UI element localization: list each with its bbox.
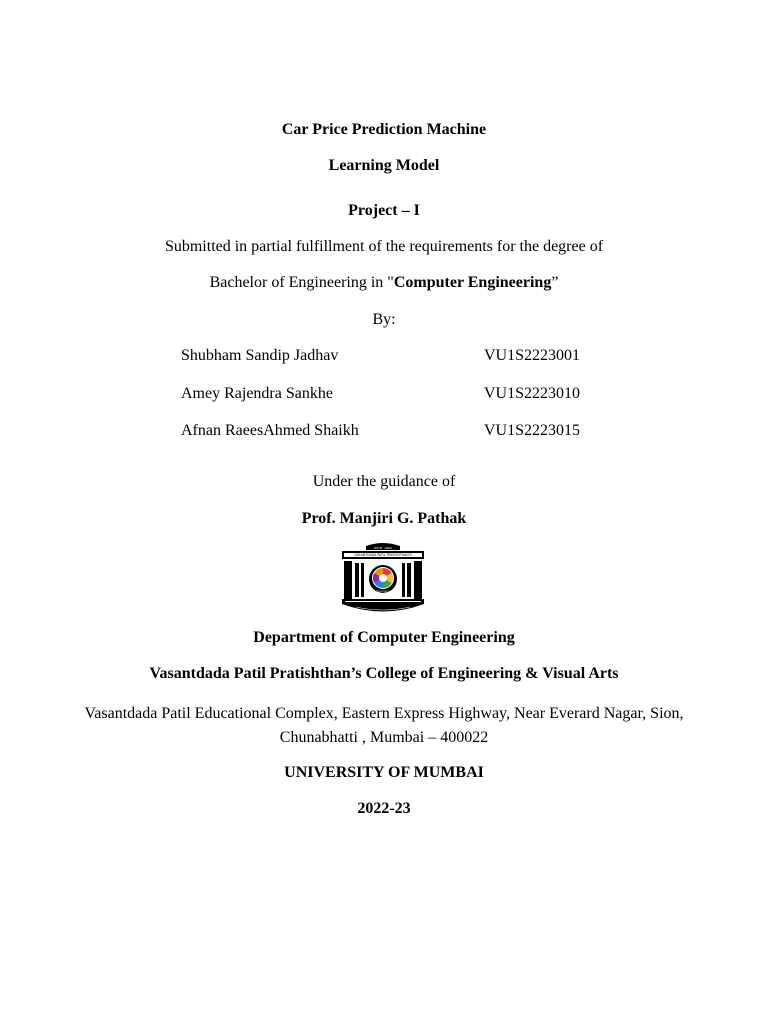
academic-year: 2022-23 <box>357 800 411 817</box>
university-name: UNIVERSITY OF MUMBAI <box>284 764 484 781</box>
project-title-line-2: Learning Model <box>328 157 440 174</box>
degree-branch: Computer Engineering <box>393 274 552 291</box>
emblem-banner-text: VASANTDADA PATIL PRATISHTHAN'S <box>354 553 412 558</box>
project-number: Project – I <box>348 202 420 219</box>
student-name: Shubham Sandip Jadhav <box>181 347 339 364</box>
student-id: VU1S2223015 <box>484 422 581 439</box>
emblem-estd-text: ESTD. 1990 <box>374 546 392 550</box>
submission-statement: Submitted in partial fulfillment of the requirements for the degree of <box>164 238 604 255</box>
student-name: Afnan RaeesAhmed Shaikh <box>181 422 359 439</box>
student-id: VU1S2223010 <box>484 385 581 402</box>
college-emblem-icon <box>336 541 430 617</box>
student-id: VU1S2223001 <box>484 347 581 364</box>
degree-prefix: Bachelor of Engineering in " <box>209 274 394 291</box>
emblem-center-text: CREATIVITY <box>375 590 391 594</box>
by-label: By: <box>372 311 396 328</box>
department-name: Department of Computer Engineering <box>253 629 515 646</box>
guidance-label: Under the guidance of <box>312 473 456 490</box>
degree-suffix: ” <box>551 274 559 291</box>
college-name: Vasantdada Patil Pratishthan’s College of Engineering & Visual Arts <box>149 665 619 682</box>
degree-statement <box>0 273 768 293</box>
project-title-line-1: Car Price Prediction Machine <box>281 121 487 138</box>
student-name: Amey Rajendra Sankhe <box>181 385 333 402</box>
college-address: Vasantdada Patil Educational Complex, Eastern Express Highway, Near Everard Nagar, Sion, Chunabhatti , Mumbai – 400022 <box>84 705 684 746</box>
guide-name: Prof. Manjiri G. Pathak <box>301 510 467 527</box>
